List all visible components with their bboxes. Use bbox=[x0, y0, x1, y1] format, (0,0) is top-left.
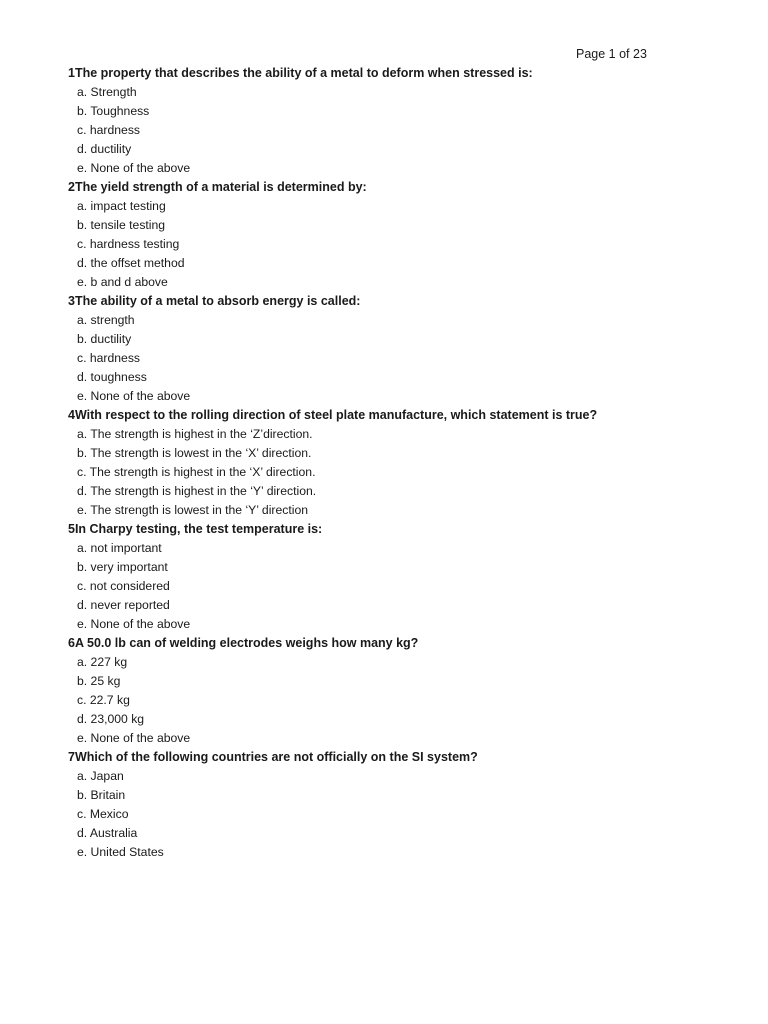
question-title bbox=[68, 634, 748, 653]
answer-option-d: d. toughness bbox=[77, 370, 147, 384]
answer-option-e: e. None of the above bbox=[77, 617, 191, 631]
answer-option-c: c. hardness bbox=[77, 123, 141, 137]
answer-option-a: a. 227 kg bbox=[77, 655, 128, 669]
answer-option-c: c. hardness bbox=[77, 351, 141, 365]
question-2 bbox=[68, 178, 748, 292]
page-number: Page 1 of 23 bbox=[576, 47, 647, 61]
answer-option-a: a. not important bbox=[77, 541, 162, 555]
question-title bbox=[68, 520, 748, 539]
question-text: The yield strength of a material is determined by: bbox=[74, 180, 367, 194]
question-title bbox=[68, 748, 748, 767]
answer-option-b: b. Toughness bbox=[77, 104, 150, 118]
question-text: In Charpy testing, the test temperature is: bbox=[74, 522, 323, 536]
answer-option-d: d. the offset method bbox=[77, 256, 185, 270]
answer-option-b: b. 25 kg bbox=[77, 674, 121, 688]
answer-option-a: a. Strength bbox=[77, 85, 137, 99]
question-text: The property that describes the ability of a metal to deform when stressed is: bbox=[74, 66, 533, 80]
answer-option-a: a. The strength is highest in the ‘Z’direction. bbox=[77, 427, 313, 441]
answer-option-e: e. None of the above bbox=[77, 731, 191, 745]
answer-option-b: b. tensile testing bbox=[77, 218, 166, 232]
answer-option-d: d. Australia bbox=[77, 826, 138, 840]
question-number: 7 bbox=[68, 750, 75, 764]
question-1 bbox=[68, 64, 748, 178]
question-number: 4 bbox=[68, 408, 75, 422]
question-number: 5 bbox=[68, 522, 75, 536]
question-title bbox=[68, 64, 748, 83]
answer-option-b: b. ductility bbox=[77, 332, 132, 346]
answer-option-c: c. The strength is highest in the ‘X’ direction. bbox=[77, 465, 316, 479]
question-title bbox=[68, 178, 748, 197]
answer-option-e: e. United States bbox=[77, 845, 164, 859]
answer-option-c: c. not considered bbox=[77, 579, 170, 593]
question-text: With respect to the rolling direction of steel plate manufacture, which statement is true? bbox=[74, 408, 598, 422]
question-number: 6 bbox=[68, 636, 75, 650]
answer-option-c: c. Mexico bbox=[77, 807, 129, 821]
answer-option-e: e. The strength is lowest in the ‘Y’ direction bbox=[77, 503, 309, 517]
question-5 bbox=[68, 520, 748, 634]
answer-option-e: e. None of the above bbox=[77, 161, 191, 175]
question-6 bbox=[68, 634, 748, 748]
answer-option-c: c. 22.7 kg bbox=[77, 693, 130, 707]
question-text: The ability of a metal to absorb energy is called: bbox=[74, 294, 361, 308]
answer-option-a: a. impact testing bbox=[77, 199, 166, 213]
question-title bbox=[68, 406, 748, 425]
question-text: Which of the following countries are not officially on the SI system? bbox=[74, 750, 478, 764]
answer-option-a: a. Japan bbox=[77, 769, 124, 783]
answer-option-b: b. very important bbox=[77, 560, 168, 574]
answer-option-d: d. 23,000 kg bbox=[77, 712, 145, 726]
question-list bbox=[68, 64, 748, 862]
answer-option-c: c. hardness testing bbox=[77, 237, 180, 251]
answer-option-e: e. b and d above bbox=[77, 275, 168, 289]
answer-option-d: d. The strength is highest in the ‘Y’ direction. bbox=[77, 484, 317, 498]
answer-option-d: d. ductility bbox=[77, 142, 132, 156]
question-7 bbox=[68, 748, 748, 862]
answer-option-b: b. The strength is lowest in the ‘X’ direction. bbox=[77, 446, 312, 460]
answer-option-b: b. Britain bbox=[77, 788, 126, 802]
question-number: 2 bbox=[68, 180, 75, 194]
question-number: 3 bbox=[68, 294, 75, 308]
answer-option-d: d. never reported bbox=[77, 598, 170, 612]
question-4 bbox=[68, 406, 748, 520]
question-number: 1 bbox=[68, 66, 75, 80]
answer-option-a: a. strength bbox=[77, 313, 135, 327]
answer-option-e: e. None of the above bbox=[77, 389, 191, 403]
question-3 bbox=[68, 292, 748, 406]
question-text: A 50.0 lb can of welding electrodes weighs how many kg? bbox=[74, 636, 419, 650]
question-title bbox=[68, 292, 748, 311]
